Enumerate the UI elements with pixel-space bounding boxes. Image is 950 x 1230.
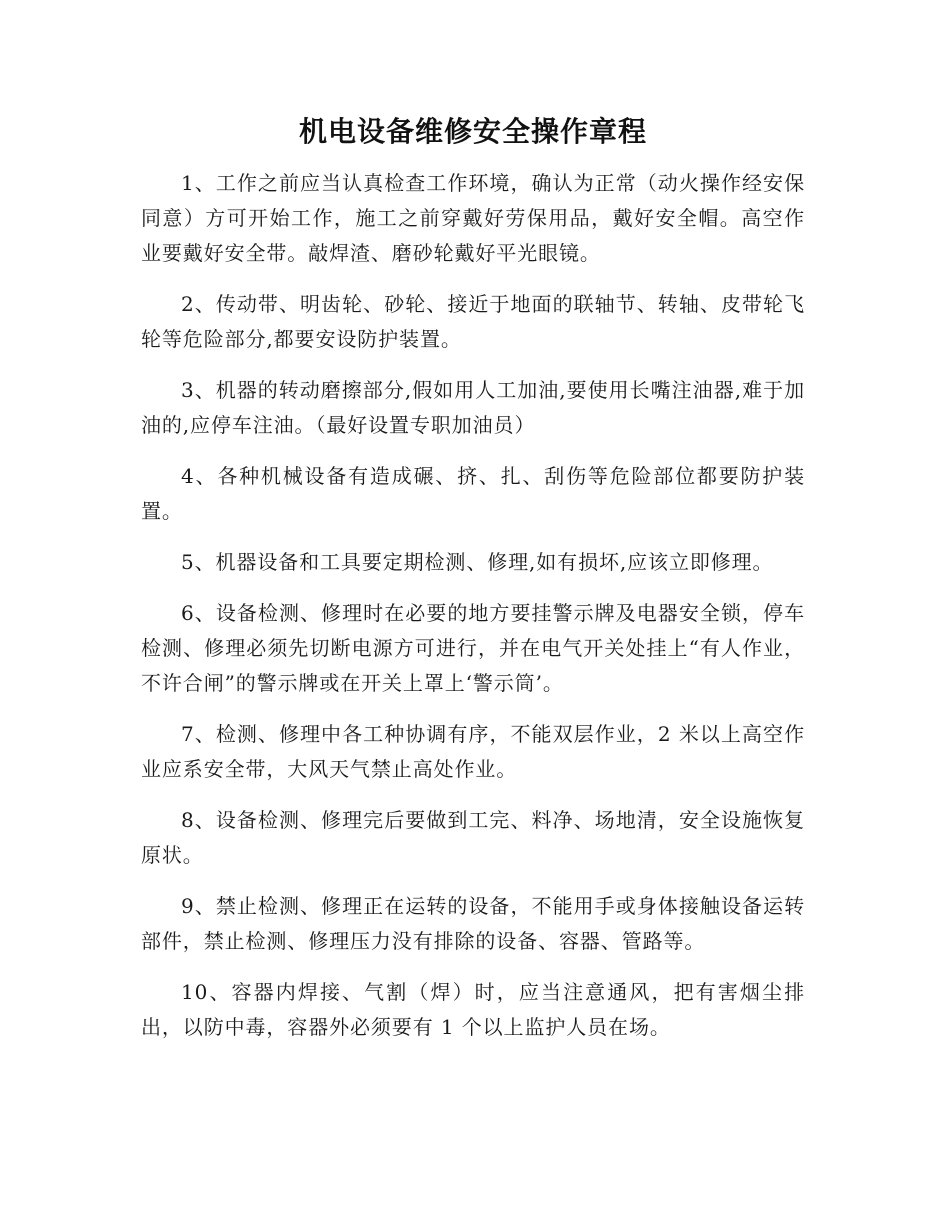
- document-page: [141, 112, 805, 1061]
- rule-paragraph-3: 3、机器的转动磨擦部分,假如用人工加油,要使用长嘴注油器,难于加油的,应停车注油。（最好设置专职加油员）: [141, 378, 805, 437]
- rule-paragraph-8: 8、设备检测、修理完后要做到工完、料净、场地清，安全设施恢复原状。: [141, 808, 805, 867]
- rule-paragraph-1: 1、工作之前应当认真检查工作环境，确认为正常（动火操作经安保同意）方可开始工作，施工之前穿戴好劳保用品，戴好安全帽。高空作业要戴好安全带。敲焊渣、磨砂轮戴好平光眼镜。: [141, 171, 805, 265]
- rule-paragraph-10: 10、容器内焊接、气割（焊）时，应当注意通风，把有害烟尘排出，以防中毒，容器外必须要有 1 个以上监护人员在场。: [141, 980, 805, 1039]
- rule-paragraph-7: 7、检测、修理中各工种协调有序，不能双层作业，2 米以上高空作业应系安全带，大风天气禁止高处作业。: [141, 722, 805, 781]
- rule-paragraph-4: 4、各种机械设备有造成碾、挤、扎、刮伤等危险部位都要防护装置。: [141, 464, 805, 523]
- rule-paragraph-5: 5、机器设备和工具要定期检测、修理,如有损坏,应该立即修理。: [181, 550, 774, 574]
- rule-paragraph-9: 9、禁止检测、修理正在运转的设备，不能用手或身体接触设备运转部件，禁止检测、修理压力没有排除的设备、容器、管路等。: [141, 894, 805, 953]
- rule-paragraph-6: 6、设备检测、修理时在必要的地方要挂警示牌及电器安全锁，停车检测、修理必须先切断电源方可进行，并在电气开关处挂上“有人作业，不许合闸”的警示牌或在开关上罩上‘警示筒’。: [141, 601, 805, 695]
- document-title: 机电设备维修安全操作章程: [298, 115, 647, 148]
- rule-paragraph-2: 2、传动带、明齿轮、砂轮、接近于地面的联轴节、转轴、皮带轮飞轮等危险部分,都要安设防护装置。: [141, 292, 805, 351]
